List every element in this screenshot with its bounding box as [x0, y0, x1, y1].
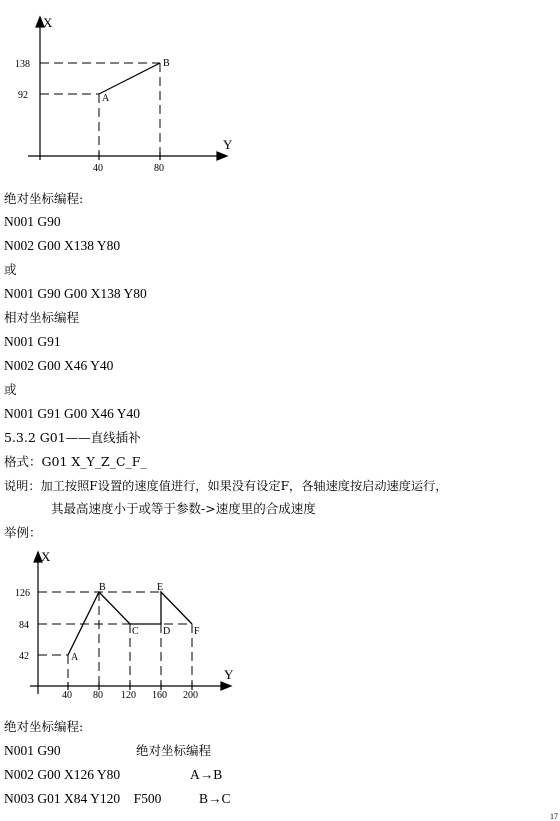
x-tick-label: 120 — [121, 690, 136, 701]
y-axis-label: Y — [224, 667, 234, 682]
y-axis-arrow — [217, 152, 227, 160]
abs-title: 绝对坐标编程: — [4, 191, 84, 206]
point-label: C — [132, 626, 139, 637]
section-heading: 5.3.2 G01——直线插补 — [4, 430, 141, 445]
code-line: N002 G00 X46 Y40 — [4, 358, 114, 373]
code-line: N001 G91 — [4, 334, 61, 349]
code-comment: B→C — [199, 791, 231, 806]
point-label: A — [71, 652, 79, 663]
y-axis-label: Y — [223, 137, 233, 152]
description-line: 其最高速度小于或等于参数->速度里的合成速度 — [51, 501, 316, 516]
x-tick-label: 40 — [62, 690, 72, 701]
y-axis-arrow — [221, 682, 231, 690]
rel-title: 相对坐标编程 — [4, 310, 80, 325]
x-axis-label: X — [41, 549, 51, 564]
x-tick-label: 160 — [152, 690, 167, 701]
code-line: N001 G90 G00 X138 Y80 — [4, 286, 147, 301]
coordinate-diagram-2 — [0, 540, 560, 710]
y-tick-label: 42 — [19, 651, 29, 662]
code-line: N003 G01 X84 Y120 F500 — [4, 791, 162, 806]
code-line: N002 G00 X126 Y80 — [4, 767, 121, 782]
point-label: F — [194, 626, 200, 637]
point-label: A — [102, 93, 110, 104]
or-text: 或 — [4, 382, 17, 397]
description-line: 说明：加工按照F设置的速度值进行，如果没有设定F，各轴速度按启动速度运行， — [4, 479, 448, 493]
x-tick-label: 40 — [93, 163, 103, 174]
coordinate-diagram-1 — [0, 0, 560, 190]
path-a-b — [99, 63, 160, 94]
point-label: E — [157, 582, 164, 593]
x-tick-label: 200 — [183, 690, 198, 701]
x-axis-label: X — [43, 15, 53, 30]
code-comment: 绝对坐标编程 — [136, 743, 212, 758]
x-tick-label: 80 — [154, 163, 164, 174]
code-comment: A→B — [190, 767, 223, 782]
page-number: 17 — [550, 812, 558, 821]
abs-title: 绝对坐标编程: — [4, 719, 84, 734]
y-tick-label: 84 — [19, 620, 29, 631]
code-line: N001 G90 — [4, 214, 61, 229]
y-tick-label: 138 — [15, 59, 30, 70]
y-tick-label: 92 — [18, 90, 28, 101]
example-label: 举例： — [4, 525, 42, 540]
y-tick-label: 126 — [15, 588, 30, 599]
point-label: D — [163, 626, 171, 637]
code-line: N002 G00 X138 Y80 — [4, 238, 121, 253]
code-line: N001 G91 G00 X46 Y40 — [4, 406, 140, 421]
x-tick-label: 80 — [93, 690, 103, 701]
code-line: N001 G90 — [4, 743, 61, 758]
point-label: B — [163, 58, 170, 69]
or-text: 或 — [4, 262, 17, 277]
point-label: B — [99, 582, 106, 593]
format-line: 格式：G01 X_Y_Z_C_F_ — [4, 454, 147, 469]
